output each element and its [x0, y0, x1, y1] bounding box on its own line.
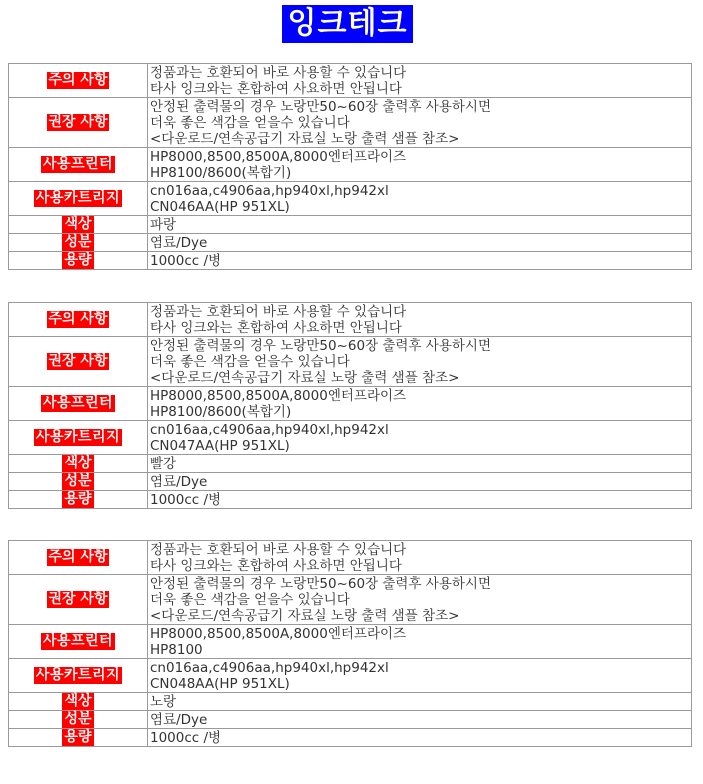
- row-color: [9, 455, 692, 473]
- composition-label-cell: [9, 473, 148, 491]
- printers-line: HP8000,8500,8500A,8000엔터프라이즈: [150, 625, 407, 642]
- composition-value: 염료/Dye: [148, 473, 692, 491]
- row-cartridges: [9, 659, 692, 693]
- recommend-value: [148, 575, 692, 625]
- printers-line: HP8000,8500,8500A,8000엔터프라이즈: [150, 387, 407, 404]
- volume-label: 용량: [64, 252, 92, 268]
- recommend-line: <다운로드/연속공급기 자료실 노랑 출력 샘플 참조>: [150, 130, 460, 147]
- caution-label: 주의 사항: [48, 549, 108, 565]
- recommend-label: 권장 사항: [48, 353, 108, 369]
- composition-label: 성분: [64, 711, 92, 727]
- color-value: 노랑: [148, 693, 692, 711]
- caution-value: [148, 541, 692, 575]
- caution-label: 주의 사항: [48, 72, 108, 88]
- row-cartridges: [9, 421, 692, 455]
- cartridges-line: cn016aa,c4906aa,hp940xl,hp942xl: [150, 659, 389, 676]
- volume-value: 1000cc /병: [148, 491, 692, 509]
- volume-value: 1000cc /병: [148, 729, 692, 747]
- printers-label: 사용프린터: [42, 633, 114, 649]
- row-composition: [9, 234, 692, 252]
- row-recommend: [9, 337, 692, 387]
- printers-line: HP8100: [150, 641, 203, 658]
- recommend-line: 더욱 좋은 색감을 얻을수 있습니다: [150, 591, 350, 608]
- volume-value: 1000cc /병: [148, 252, 692, 270]
- caution-value: [148, 64, 692, 98]
- cartridges-label-cell: [9, 659, 148, 693]
- recommend-line: 더욱 좋은 색감을 얻을수 있습니다: [150, 353, 350, 370]
- caution-line: 정품과는 호환되어 바로 사용할 수 있습니다: [150, 64, 407, 81]
- color-label-cell: [9, 455, 148, 473]
- composition-label-cell: [9, 234, 148, 252]
- cartridges-value: [148, 421, 692, 455]
- row-caution: [9, 303, 692, 337]
- color-label-cell: [9, 693, 148, 711]
- product-spec-table-3: [8, 540, 692, 747]
- volume-label-cell: [9, 252, 148, 270]
- volume-label-cell: [9, 729, 148, 747]
- recommend-label-cell: [9, 337, 148, 387]
- cartridges-label-cell: [9, 182, 148, 216]
- row-volume: [9, 729, 692, 747]
- volume-label: 용량: [64, 491, 92, 507]
- cartridges-label: 사용카트리지: [35, 429, 121, 445]
- row-volume: [9, 252, 692, 270]
- cartridges-label-cell: [9, 421, 148, 455]
- recommend-line: 더욱 좋은 색감을 얻을수 있습니다: [150, 114, 350, 131]
- printers-label-cell: [9, 625, 148, 659]
- row-printers: [9, 148, 692, 182]
- brand-title: 잉크테크: [282, 5, 413, 43]
- composition-label: 성분: [64, 473, 92, 489]
- composition-label-cell: [9, 711, 148, 729]
- row-printers: [9, 625, 692, 659]
- caution-line: 타사 잉크와는 혼합하여 사요하면 안됩니다: [150, 319, 402, 336]
- row-color: [9, 216, 692, 234]
- product-spec-table-1: [8, 63, 692, 270]
- caution-line: 타사 잉크와는 혼합하여 사요하면 안됩니다: [150, 557, 402, 574]
- cartridges-line: CN046AA(HP 951XL): [150, 198, 290, 215]
- row-caution: [9, 541, 692, 575]
- recommend-label-cell: [9, 575, 148, 625]
- cartridges-label: 사용카트리지: [35, 190, 121, 206]
- printers-label: 사용프린터: [42, 395, 114, 411]
- recommend-value: [148, 337, 692, 387]
- cartridges-line: cn016aa,c4906aa,hp940xl,hp942xl: [150, 182, 389, 199]
- printers-line: HP8100/8600(복합기): [150, 403, 292, 420]
- color-label-cell: [9, 216, 148, 234]
- color-label: 색상: [64, 455, 92, 471]
- composition-value: 염료/Dye: [148, 711, 692, 729]
- cartridges-label: 사용카트리지: [35, 667, 121, 683]
- composition-value: 염료/Dye: [148, 234, 692, 252]
- printers-value: [148, 625, 692, 659]
- printers-label: 사용프린터: [42, 156, 114, 172]
- printers-value: [148, 387, 692, 421]
- printers-value: [148, 148, 692, 182]
- row-composition: [9, 473, 692, 491]
- printers-line: HP8100/8600(복합기): [150, 164, 292, 181]
- volume-label: 용량: [64, 729, 92, 745]
- recommend-line: 안정된 출력물의 경우 노랑만50~60장 출력후 사용하시면: [150, 337, 491, 354]
- caution-label-cell: [9, 64, 148, 98]
- recommend-value: [148, 98, 692, 148]
- printers-line: HP8000,8500,8500A,8000엔터프라이즈: [150, 148, 407, 165]
- recommend-label-cell: [9, 98, 148, 148]
- cartridges-line: CN047AA(HP 951XL): [150, 437, 290, 454]
- recommend-line: 안정된 출력물의 경우 노랑만50~60장 출력후 사용하시면: [150, 575, 491, 592]
- cartridges-line: cn016aa,c4906aa,hp940xl,hp942xl: [150, 421, 389, 438]
- caution-label-cell: [9, 303, 148, 337]
- recommend-line: <다운로드/연속공급기 자료실 노랑 출력 샘플 참조>: [150, 607, 460, 624]
- caution-line: 타사 잉크와는 혼합하여 사요하면 안됩니다: [150, 80, 402, 97]
- cartridges-value: [148, 659, 692, 693]
- color-label: 색상: [64, 693, 92, 709]
- cartridges-line: CN048AA(HP 951XL): [150, 675, 290, 692]
- recommend-label: 권장 사항: [48, 591, 108, 607]
- row-color: [9, 693, 692, 711]
- printers-label-cell: [9, 387, 148, 421]
- row-composition: [9, 711, 692, 729]
- cartridges-value: [148, 182, 692, 216]
- volume-label-cell: [9, 491, 148, 509]
- recommend-line: 안정된 출력물의 경우 노랑만50~60장 출력후 사용하시면: [150, 98, 491, 115]
- color-value: 파랑: [148, 216, 692, 234]
- row-recommend: [9, 575, 692, 625]
- row-cartridges: [9, 182, 692, 216]
- row-printers: [9, 387, 692, 421]
- product-spec-table-2: [8, 302, 692, 509]
- row-volume: [9, 491, 692, 509]
- color-label: 색상: [64, 216, 92, 232]
- color-value: 빨강: [148, 455, 692, 473]
- caution-label-cell: [9, 541, 148, 575]
- caution-label: 주의 사항: [48, 311, 108, 327]
- composition-label: 성분: [64, 234, 92, 250]
- caution-line: 정품과는 호환되어 바로 사용할 수 있습니다: [150, 303, 407, 320]
- recommend-label: 권장 사항: [48, 114, 108, 130]
- row-caution: [9, 64, 692, 98]
- recommend-line: <다운로드/연속공급기 자료실 노랑 출력 샘플 참조>: [150, 369, 460, 386]
- printers-label-cell: [9, 148, 148, 182]
- caution-value: [148, 303, 692, 337]
- caution-line: 정품과는 호환되어 바로 사용할 수 있습니다: [150, 541, 407, 558]
- row-recommend: [9, 98, 692, 148]
